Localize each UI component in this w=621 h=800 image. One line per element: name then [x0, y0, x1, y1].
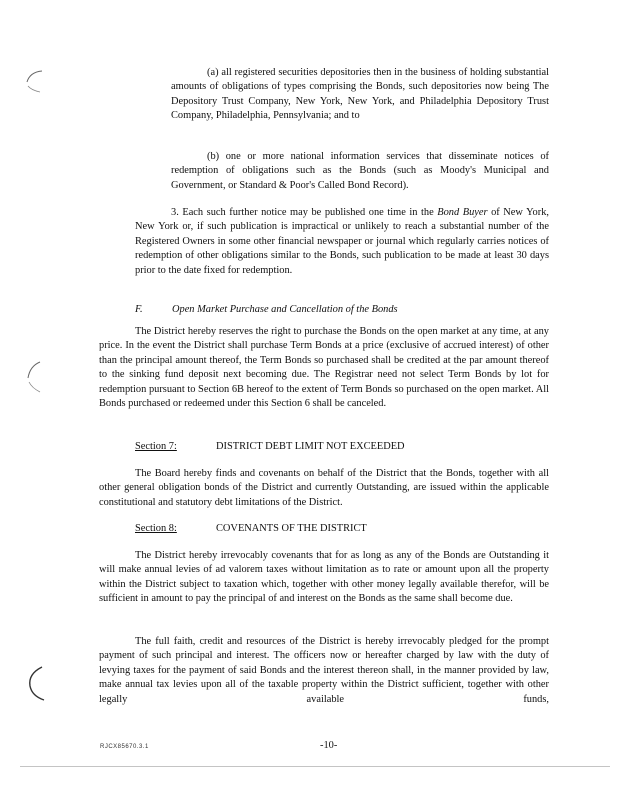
section-7-body: The Board hereby finds and covenants on behalf of the District that the Bonds, together with all other general obligation bonds of the District and currently Outstanding, are issued within the applicable constitutional and statutory debt limitations of the District.: [99, 468, 549, 508]
paragraph-3-publication-name: Bond Buyer: [437, 207, 488, 218]
paragraph-a: (a) all registered securities depositories then in the business of holding substantial amounts of obligations of types comprising the Bonds, such depositories now being The Depository Trust Company, New York, New York, and Philadelphia Depository Trust Company, Philadelphia, Pennsylvania; and to: [171, 67, 549, 122]
hole-punch-mark-2: [22, 358, 48, 398]
document-id: RJCX85670.3.1: [100, 744, 149, 750]
subsection-f-body: The District hereby reserves the right to purchase the Bonds on the open market at any time, at any price. In the event the District shall purchase Term Bonds at a price (exclusive of accrued interest) of other than the principal amount thereof, the Term Bonds so purchased shall be credited at the par amount thereof to the sinking fund deposit next becoming due. The Registrar need not select Term Bonds by lot for redemption pursuant to Section 6B hereof to the extent of Term Bonds so purchased on the open market. All Bonds purchased or redeemed under this Section 6 shall be canceled.: [99, 326, 549, 410]
hole-punch-mark-1: [22, 68, 48, 102]
scan-bottom-edge: [20, 766, 610, 767]
section-7-title: DISTRICT DEBT LIMIT NOT EXCEEDED: [216, 441, 405, 452]
subsection-f-title: Open Market Purchase and Cancellation of the Bonds: [172, 304, 398, 315]
paragraph-b: (b) one or more national information services that disseminate notices of redemption of obligations such as the Bonds (such as Moody's Municipal and Government, or Standard & Poor's Called Bond Record).: [171, 151, 549, 191]
section-8-title: COVENANTS OF THE DISTRICT: [216, 523, 367, 534]
hole-punch-mark-3: [22, 664, 48, 704]
section-8-label: Section 8:: [135, 523, 177, 534]
section-8-body-1: The District hereby irrevocably covenants that for as long as any of the Bonds are Outstanding it will make annual levies of ad valorem taxes without limitation as to rate or amount upon all the property within the District subject to taxation which, together with other money legally available therefor, will be sufficient in amount to pay the principal of and interest on the Bonds as the same shall become due.: [99, 550, 549, 605]
paragraph-3: [135, 206, 549, 278]
subsection-f-letter: F.: [135, 304, 143, 315]
section-8-body-2: The full faith, credit and resources of the District is hereby irrevocably pledged for the prompt payment of such principal and interest. The officers now or hereafter charged by law with the duty of levying taxes for the payment of said Bonds and the interest thereon shall, in the manner provided by law, make annual tax levies upon all of the taxable property within the District sufficient, together with other legally available funds,: [99, 636, 549, 705]
section-7-label: Section 7:: [135, 441, 177, 452]
page-number: -10-: [320, 740, 338, 751]
paragraph-3-text-b: of New York, New York or, if such publication is impractical or unlikely to reach a substantial number of the Registered Owners in some other financial newspaper or journal which regularly carries notices of redemption of other obligations similar to the Bonds, such publication to be made at least 30 days prior to the date fixed for redemption.: [135, 207, 549, 276]
paragraph-3-text-a: 3. Each such further notice may be published one time in the: [171, 207, 438, 218]
